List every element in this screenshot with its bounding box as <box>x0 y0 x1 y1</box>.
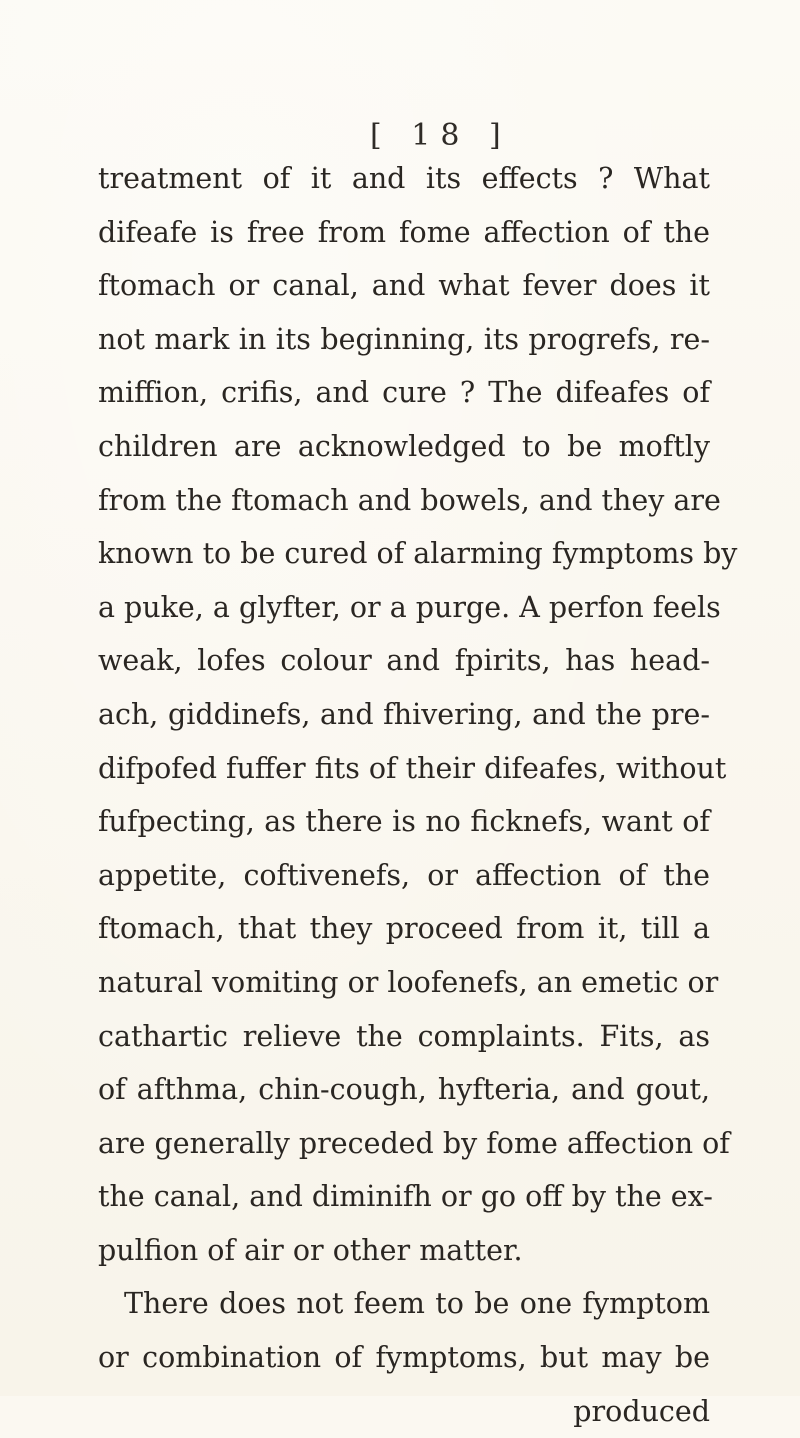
text-line: not mark in its beginning, its progrefs, re- <box>98 322 710 356</box>
page-number: [ 18 ] <box>370 118 511 153</box>
text-line: ftomach or canal, and what fever does it <box>98 269 710 303</box>
text-line: cathartic relieve the complaints. Fits, as <box>98 1019 710 1053</box>
text-line: the canal, and diminifh or go off by the ex- <box>98 1180 713 1214</box>
text-line: known to be cured of alarming fymptoms by <box>98 537 738 571</box>
text-line: ftomach, that they proceed from it, till a <box>98 912 710 946</box>
text-line: children are acknowledged to be moftly <box>98 429 710 463</box>
text-line: treatment of it and its effects ? What <box>98 162 710 195</box>
text-line: ach, giddinefs, and fhivering, and the pre- <box>98 697 710 731</box>
paragraph-first-line: There does not feem to be one fymptom <box>124 1287 710 1321</box>
text-line: weak, lofes colour and fpirits, has head- <box>98 644 710 678</box>
text-line: difeafe is free from fome affection of the <box>98 215 710 249</box>
text-line: from the ftomach and bowels, and they are <box>98 483 721 517</box>
text-line: of afthma, chin-cough, hyfteria, and gout, <box>98 1073 710 1107</box>
text-line: are generally preceded by fome affection of <box>98 1126 730 1160</box>
text-line: or combination of fymptoms, but may be <box>98 1341 710 1375</box>
text-line: appetite, coftivenefs, or affection of the <box>98 858 710 892</box>
text-line: natural vomiting or loofenefs, an emetic or <box>98 965 719 999</box>
body-text <box>98 152 738 1438</box>
text-line: a puke, a glyfter, or a purge. A perfon feels <box>98 590 721 624</box>
text-line: difpofed fuffer fits of their difeafes, without <box>98 751 727 785</box>
text-line: miffion, crifis, and cure ? The difeafes of <box>98 376 710 410</box>
text-line: fufpecting, as there is no ficknefs, want of <box>98 805 710 839</box>
text-line: pulfion of air or other matter. <box>98 1233 523 1267</box>
catchword: produced <box>573 1394 710 1428</box>
